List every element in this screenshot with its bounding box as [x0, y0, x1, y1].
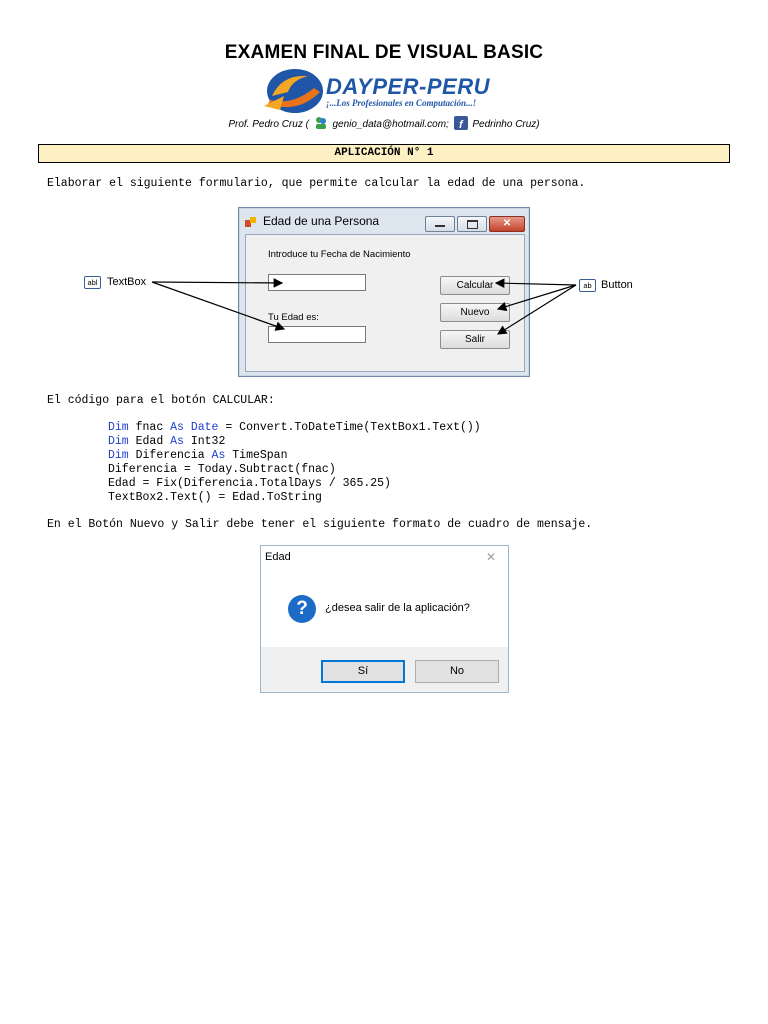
- code-line-1: [108, 421, 481, 434]
- textbox-tool-icon: abl: [84, 276, 101, 289]
- svg-text:f: f: [458, 119, 463, 130]
- code-keyword: Dim: [108, 435, 129, 448]
- code-line-3: [108, 449, 287, 462]
- facebook-text: Pedrinho Cruz): [472, 119, 540, 130]
- calcular-button[interactable]: Calcular: [440, 276, 510, 295]
- code-line-4: Diferencia = Today.Subtract(fnac): [108, 463, 336, 476]
- question-icon: ?: [288, 595, 316, 623]
- msgbox-title: Edad: [265, 551, 291, 563]
- professor-name: Prof. Pedro Cruz (: [228, 119, 309, 130]
- brand-name: DAYPER-PERU: [326, 74, 491, 99]
- code-keyword: Date: [183, 421, 219, 434]
- salir-button[interactable]: Salir: [440, 330, 510, 349]
- code-keyword: As: [211, 449, 226, 462]
- age-label: Tu Edad es:: [268, 312, 319, 323]
- code-keyword: As: [170, 435, 184, 448]
- code-keyword: As: [170, 421, 184, 434]
- arrow-to-salir: [498, 285, 576, 334]
- arrow-to-calcular: [496, 283, 576, 285]
- close-icon: ✕: [502, 218, 512, 229]
- code-keyword: Dim: [108, 449, 129, 462]
- msgbox-close-icon[interactable]: ✕: [486, 550, 497, 564]
- message-box: [260, 545, 509, 693]
- page-title: EXAMEN FINAL DE VISUAL BASIC: [224, 42, 544, 63]
- birth-label: Introduce tu Fecha de Nacimiento: [268, 249, 411, 260]
- no-button[interactable]: No: [415, 660, 499, 683]
- code-text: = Convert.ToDateTime(TextBox1.Text()): [218, 421, 481, 434]
- textbox-callout-label: TextBox: [107, 276, 147, 288]
- msgbox-footer: [261, 647, 508, 692]
- intro-text: Elaborar el siguiente formulario, que permite calcular la edad de una persona.: [47, 177, 586, 190]
- code-keyword: Dim: [108, 421, 129, 434]
- email-text: genio_data@hotmail.com;: [332, 119, 449, 130]
- button-tool-icon: ab: [579, 279, 596, 292]
- section-header: APLICACIÓN N° 1: [38, 144, 730, 163]
- arrow-to-nuevo: [498, 285, 576, 309]
- code-text: fnac: [128, 421, 171, 434]
- form-title: Edad de una Persona: [263, 214, 380, 228]
- code-line-2: [108, 435, 225, 448]
- arrow-to-textbox1: [152, 282, 282, 283]
- code-line-5: Edad = Fix(Diferencia.TotalDays / 365.25): [108, 477, 391, 490]
- yes-button[interactable]: Sí: [321, 660, 405, 683]
- code-text: Edad: [128, 435, 171, 448]
- callout-arrows: [0, 0, 768, 420]
- msgbox-question: ¿desea salir de la aplicación?: [325, 602, 470, 614]
- code-text: Diferencia: [128, 449, 212, 462]
- msgbox-intro: En el Botón Nuevo y Salir debe tener el siguiente formato de cuadro de mensaje.: [47, 518, 593, 531]
- code-line-6: TextBox2.Text() = Edad.ToString: [108, 491, 322, 504]
- brand-tagline: ¡...Los Profesionales en Computación...!: [326, 98, 477, 108]
- nuevo-button[interactable]: Nuevo: [440, 303, 510, 322]
- button-callout-label: Button: [601, 279, 633, 291]
- code-text: Int32: [183, 435, 226, 448]
- code-intro: El código para el botón CALCULAR:: [47, 394, 275, 407]
- code-text: TimeSpan: [225, 449, 288, 462]
- arrow-to-textbox2: [152, 282, 284, 329]
